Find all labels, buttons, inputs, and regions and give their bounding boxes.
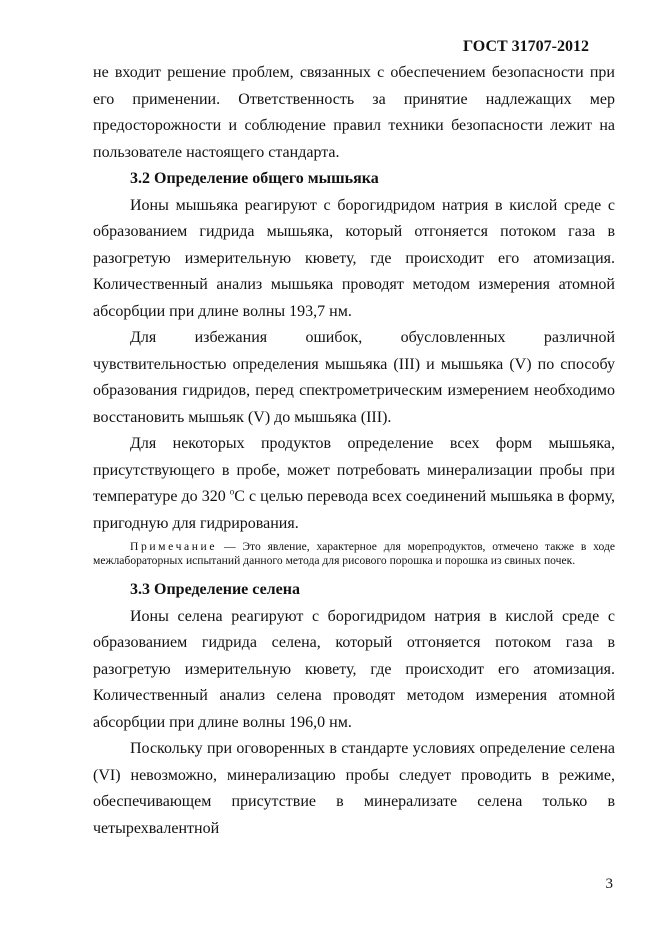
page-number: 3 — [605, 876, 613, 892]
section-3-3-heading: 3.3 Определение селена — [130, 581, 300, 598]
s32-paragraph-1: Ионы мышьяка реагируют с борогидридом натрия в кислой среде с образованием гидрида мышьяка, который отгоняется потоком газа в разогретую измерительную кювету, где происходит его атомизация. Количественный анализ мышьяка проводят методом измерения атомной абсорбции при длине волны 193,7 нм. — [93, 196, 615, 320]
s32-p3-part-a: Для некоторых продуктов определение всех форм мышьяка, присутствующего в пробе, может потребовать минерализации пробы при температуре до 320 — [93, 435, 615, 505]
s32-paragraph-2: Для избежания ошибок, обусловленных различной чувствительностью определения мышьяка (III) и мышьяка (V) по способу образования гидридов, перед спектрометрическим измерением необходимо восстановить мышьяк (V) до мышьяка (III). — [93, 329, 615, 426]
s32-p3-part-b: С с целью перевода всех соединений мышьяка в форму, пригодную для гидрирования. — [93, 488, 616, 532]
section-3-2-heading: 3.2 Определение общего мышьяка — [130, 170, 379, 187]
s32-paragraph-3 — [93, 431, 615, 537]
intro-paragraph: не входит решение проблем, связанных с обеспечением безопасности при его применении. Ответственность за принятие надлежащих мер предосторожности и соблюдение правил техники безопасности лежит на пользователе настоящего стандарта. — [93, 64, 615, 161]
document-body — [93, 60, 615, 842]
s33-paragraph-1: Ионы селена реагируют с борогидридом натрия в кислой среде с образованием гидрида селена, который отгоняется потоком газа в разогретую измерительную кювету, где происходит его атомизация. Количественный анализ селена проводят методом измерения атомной абсорбции при длине волны 196,0 нм. — [93, 607, 615, 731]
degree-sign: o — [229, 486, 235, 497]
s33-paragraph-2: Поскольку при оговоренных в стандарте условиях определение селена (VI) невозможно, минерализацию пробы следует проводить в режиме, обеспечивающем присутствие в минерализате селена только в четырехвалентной — [93, 740, 615, 837]
note — [93, 540, 615, 568]
document-header: ГОСТ 31707-2012 — [463, 38, 589, 55]
note-text: — Это явление, характерное для морепродуктов, отмечено также в ходе межлабораторных испытаний данного метода для рисового порошка и порошка из свиных почек. — [93, 540, 615, 567]
note-label: Примечание — [130, 540, 218, 553]
